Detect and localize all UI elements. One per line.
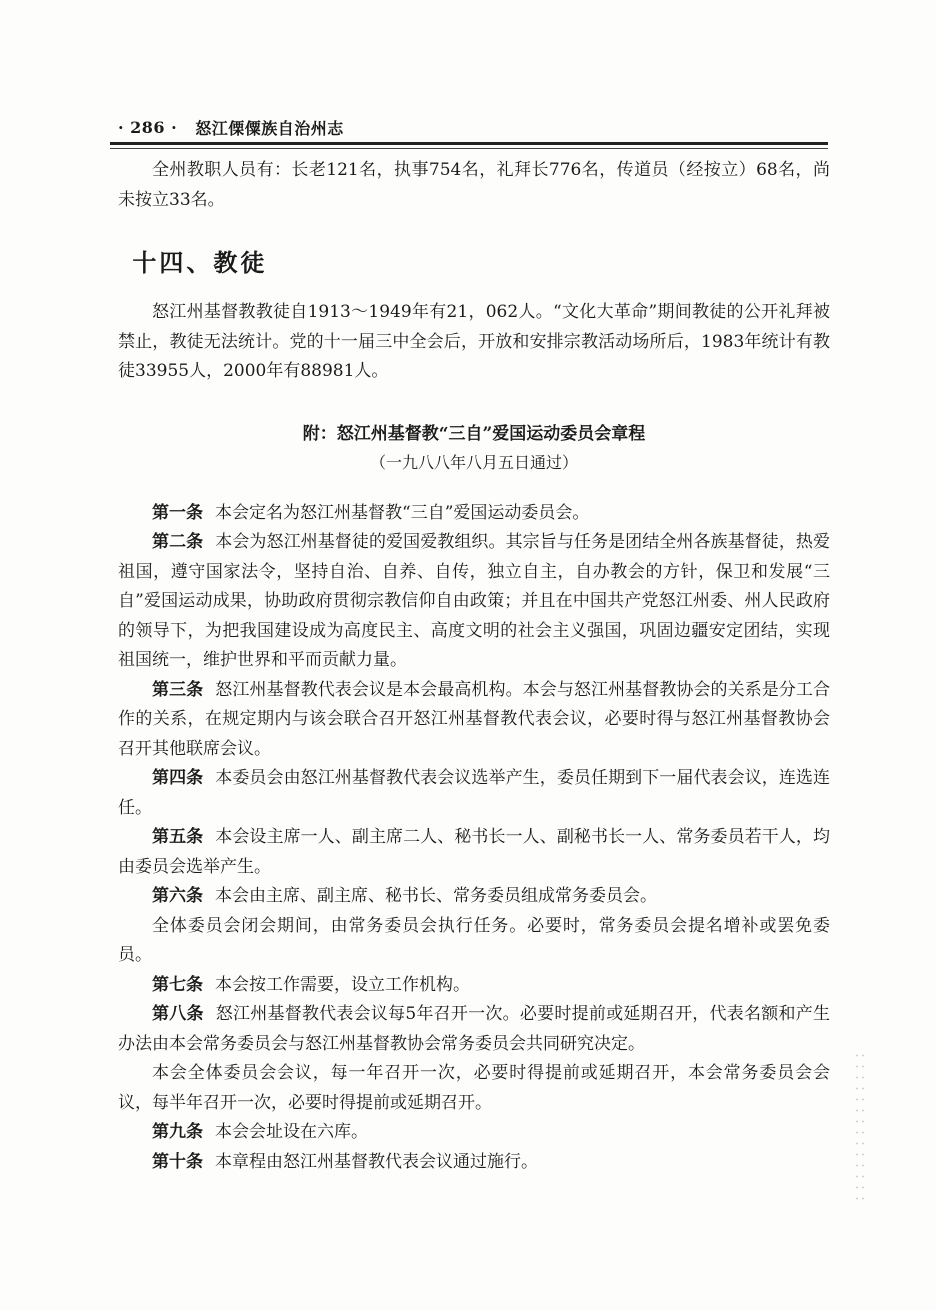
article-label: 第九条	[152, 1122, 203, 1142]
article-paragraph	[118, 1000, 830, 1059]
followers-paragraph: 怒江州基督教教徒自1913～1949年有21，062人。“文化大革命”期间教徒的公开礼拜被禁止，教徒无法统计。党的十一届三中全会后，开放和安排宗教活动场所后，1983年统计有教徒33955人，2000年有88981人。	[118, 302, 830, 381]
section-heading: 十四、教徒	[132, 248, 268, 277]
article-label: 第七条	[152, 974, 203, 995]
article-text: 本章程由怒江州基督教代表会议通过施行。	[215, 1151, 538, 1172]
article-label: 第八条	[152, 1004, 204, 1024]
article-text: 本会由主席、副主席、秘书长、常务委员组成常务委员会。	[215, 886, 657, 906]
article-paragraph	[118, 528, 830, 676]
article-paragraph	[118, 1148, 830, 1178]
appendix-title: 附：怒江州基督教“三自”爱国运动委员会章程	[302, 423, 646, 444]
article-text: 本会设主席一人、副主席二人、秘书长一人、副秘书长一人、常务委员若干人，均由委员会选举产生。	[118, 827, 831, 877]
article-text: 本会按工作需要，设立工作机构。	[215, 974, 470, 995]
page-number: · 286 ·	[118, 117, 178, 137]
book-title: 怒江傈僳族自治州志	[195, 118, 344, 138]
article-continuation	[118, 1059, 830, 1118]
article-label: 第三条	[152, 679, 204, 700]
article-paragraph	[118, 882, 830, 912]
article-text: 怒江州基督教代表会议是本会最高机构。本会与怒江州基督教协会的关系是分工合作的关系，在规定期内与该会联合召开怒江州基督教代表会议，必要时得与怒江州基督教协会召开其他联席会议。	[118, 679, 831, 759]
article-label: 第十条	[152, 1151, 203, 1172]
staff-paragraph: 全州教职人员有：长老121名，执事754名，礼拜长776名，传道员（经按立）68名，尚未按立33名。	[118, 160, 830, 210]
appendix-subtitle: （一九八八年八月五日通过）	[369, 452, 578, 472]
article-continuation	[118, 912, 830, 971]
article-paragraph	[118, 764, 830, 823]
article-text: 本会定名为怒江州基督教“三自”爱国运动委员会。	[215, 502, 590, 523]
article-text: 本委员会由怒江州基督教代表会议选举产生，委员任期到下一届代表会议，连选连任。	[118, 768, 831, 818]
article-label: 第四条	[152, 768, 204, 788]
article-paragraph	[118, 499, 830, 529]
article-text: 全体委员会闭会期间，由常务委员会执行任务。必要时，常务委员会提名增补或罢免委员。	[118, 915, 830, 965]
article-label: 第一条	[152, 502, 203, 523]
article-text: 本会会址设在六库。	[215, 1122, 368, 1142]
running-header	[118, 112, 828, 142]
article-text: 怒江州基督教代表会议每5年召开一次。必要时提前或延期召开，代表名额和产生办法由本会常务委员会与怒江州基督教协会常务委员会共同研究决定。	[118, 1004, 830, 1054]
article-text: 本会全体委员会会议，每一年召开一次，必要时得提前或延期召开，本会常务委员会会议，每半年召开一次，必要时得提前或延期召开。	[118, 1063, 830, 1113]
article-label: 第五条	[152, 827, 204, 847]
article-label: 第六条	[152, 886, 203, 906]
header-rule-thin	[110, 148, 828, 149]
article-text: 本会为怒江州基督徒的爱国爱教组织。其宗旨与任务是团结全州各族基督徒，热爱祖国，遵守国家法令，坚持自治、自养、自传，独立自主，自办教会的方针，保卫和发展“三自”爱国运动成果，协助政府贯彻宗教信仰自由政策；并且在中国共产党怒江州委、州人民政府的领导下，为把我国建设成为高度民主、高度文明的社会主义强国，巩固边疆安定团结，实现祖国统一，维护世界和平而贡献力量。	[118, 532, 831, 670]
article-paragraph	[118, 676, 830, 765]
article-paragraph	[118, 823, 830, 882]
scan-specks	[854, 1050, 864, 1200]
page-content	[118, 156, 830, 1177]
article-paragraph	[118, 971, 830, 1001]
articles-list	[118, 499, 830, 1178]
article-paragraph	[118, 1118, 830, 1148]
header-rule-thick	[110, 142, 828, 145]
article-label: 第二条	[152, 532, 204, 552]
